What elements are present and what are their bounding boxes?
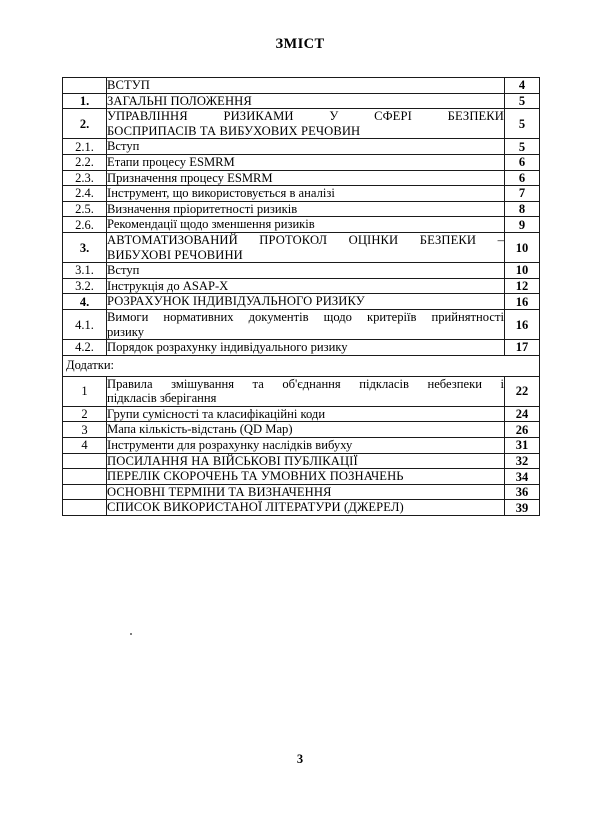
row-title-cell — [107, 109, 505, 139]
row-title-cell: ПОСИЛАННЯ НА ВІЙСЬКОВІ ПУБЛІКАЦІЇ — [107, 453, 505, 469]
row-page-number-cell: 8 — [505, 201, 540, 217]
row-title-cell: Визначення пріоритетності ризиків — [107, 201, 505, 217]
row-page-number-cell: 10 — [505, 232, 540, 262]
row-title-line-2: підкласів зберігання — [107, 391, 217, 406]
row-title-cell: Інструмент, що використовується в аналізі — [107, 186, 505, 202]
row-page-number-cell: 10 — [505, 263, 540, 279]
row-title-cell — [107, 309, 505, 339]
row-page-number-cell: 17 — [505, 340, 540, 356]
footer-page-number: 3 — [296, 752, 304, 766]
row-title-cell — [107, 376, 505, 406]
row-number-cell: 2 — [63, 406, 107, 422]
row-page-number-cell: 22 — [505, 376, 540, 406]
table-row — [63, 139, 540, 155]
row-page-number-cell: 16 — [505, 294, 540, 310]
row-page-number-cell: 4 — [505, 78, 540, 94]
row-title-cell: СПИСОК ВИКОРИСТАНОЇ ЛІТЕРАТУРИ (ДЖЕРЕЛ) — [107, 500, 505, 516]
row-number-cell: 2.5. — [63, 201, 107, 217]
row-number-cell: 2.2. — [63, 154, 107, 170]
table-row — [63, 340, 540, 356]
row-number-cell: 3. — [63, 232, 107, 262]
table-of-contents — [62, 77, 540, 516]
row-page-number-cell: 12 — [505, 278, 540, 294]
row-number-cell: 1 — [63, 376, 107, 406]
row-number-cell: 2. — [63, 109, 107, 139]
table-row — [63, 469, 540, 485]
row-title-line-2: ВИБУХОВІ РЕЧОВИНИ — [107, 247, 243, 262]
row-page-number-cell: 7 — [505, 186, 540, 202]
page-title: ЗМІСТ — [275, 36, 325, 52]
table-row — [63, 294, 540, 310]
row-page-number-cell: 16 — [505, 309, 540, 339]
row-page-number-cell: 26 — [505, 422, 540, 438]
table-row — [63, 186, 540, 202]
row-title-cell: ЗАГАЛЬНІ ПОЛОЖЕННЯ — [107, 93, 505, 109]
row-title-cell: ПЕРЕЛІК СКОРОЧЕНЬ ТА УМОВНИХ ПОЗНАЧЕНЬ — [107, 469, 505, 485]
row-page-number-cell: 6 — [505, 170, 540, 186]
table-row — [63, 484, 540, 500]
row-number-cell: 4. — [63, 294, 107, 310]
row-page-number-cell: 31 — [505, 438, 540, 454]
row-number-cell — [63, 78, 107, 94]
row-title-line-1: УПРАВЛІННЯ РИЗИКАМИ У СФЕРІ БЕЗПЕКИ — [107, 109, 504, 124]
row-title-cell: Рекомендації щодо зменшення ризиків — [107, 217, 505, 233]
row-title-cell: ОСНОВНІ ТЕРМІНИ ТА ВИЗНАЧЕННЯ — [107, 484, 505, 500]
row-title-cell: Групи сумісності та класифікаційні коди — [107, 406, 505, 422]
row-number-cell: 1. — [63, 93, 107, 109]
table-row — [63, 422, 540, 438]
table-row — [63, 453, 540, 469]
appendix-header-row — [63, 355, 540, 376]
table-row — [63, 217, 540, 233]
row-title-line-2: ризику — [107, 324, 144, 339]
row-title-cell: Етапи процесу ESMRM — [107, 154, 505, 170]
row-number-cell: 4 — [63, 438, 107, 454]
row-title-line-1: Вимоги нормативних документів щодо критеріїв прийнятності — [107, 309, 504, 324]
table-row — [63, 154, 540, 170]
row-title-cell: Порядок розрахунку індивідуального ризику — [107, 340, 505, 356]
table-row — [63, 309, 540, 339]
row-title-cell: Вступ — [107, 263, 505, 279]
row-page-number-cell: 5 — [505, 109, 540, 139]
row-title-cell: Вступ — [107, 139, 505, 155]
row-number-cell: 2.4. — [63, 186, 107, 202]
row-page-number-cell: 6 — [505, 154, 540, 170]
row-page-number-cell: 9 — [505, 217, 540, 233]
table-row — [63, 232, 540, 262]
toc-body — [63, 78, 540, 516]
row-title-cell: РОЗРАХУНОК ІНДИВІДУАЛЬНОГО РИЗИКУ — [107, 294, 505, 310]
row-page-number-cell: 5 — [505, 139, 540, 155]
table-row — [63, 500, 540, 516]
row-title-line-2: БОСПРИПАСІВ ТА ВИБУХОВИХ РЕЧОВИН — [107, 123, 361, 138]
table-row — [63, 278, 540, 294]
table-row — [63, 78, 540, 94]
row-number-cell — [63, 484, 107, 500]
row-number-cell: 4.1. — [63, 309, 107, 339]
table-row — [63, 93, 540, 109]
table-row — [63, 263, 540, 279]
appendix-header-label: Додатки: — [63, 355, 540, 376]
table-row — [63, 201, 540, 217]
table-row — [63, 438, 540, 454]
row-page-number-cell: 24 — [505, 406, 540, 422]
row-title-cell: Призначення процесу ESMRM — [107, 170, 505, 186]
row-title-line-1: Правила змішування та об'єднання підкласів небезпеки і — [107, 376, 504, 391]
row-title-cell: Інструкція до ASAP-X — [107, 278, 505, 294]
table-row — [63, 109, 540, 139]
table-row — [63, 170, 540, 186]
row-title-cell: Інструменти для розрахунку наслідків вибуху — [107, 438, 505, 454]
row-title-cell — [107, 232, 505, 262]
row-number-cell — [63, 500, 107, 516]
row-title-cell: Мапа кількість-відстань (QD Map) — [107, 422, 505, 438]
scan-artifact-dot — [130, 633, 132, 635]
table-row — [63, 406, 540, 422]
table-row — [63, 376, 540, 406]
row-title-cell: ВСТУП — [107, 78, 505, 94]
row-page-number-cell: 34 — [505, 469, 540, 485]
row-number-cell — [63, 469, 107, 485]
row-number-cell: 2.1. — [63, 139, 107, 155]
row-number-cell — [63, 453, 107, 469]
row-number-cell: 3.2. — [63, 278, 107, 294]
row-number-cell: 3 — [63, 422, 107, 438]
row-page-number-cell: 32 — [505, 453, 540, 469]
row-number-cell: 2.3. — [63, 170, 107, 186]
row-number-cell: 3.1. — [63, 263, 107, 279]
row-number-cell: 4.2. — [63, 340, 107, 356]
row-page-number-cell: 39 — [505, 500, 540, 516]
row-title-line-1: АВТОМАТИЗОВАНИЙ ПРОТОКОЛ ОЦІНКИ БЕЗПЕКИ – — [107, 232, 504, 247]
row-page-number-cell: 5 — [505, 93, 540, 109]
row-number-cell: 2.6. — [63, 217, 107, 233]
row-page-number-cell: 36 — [505, 484, 540, 500]
